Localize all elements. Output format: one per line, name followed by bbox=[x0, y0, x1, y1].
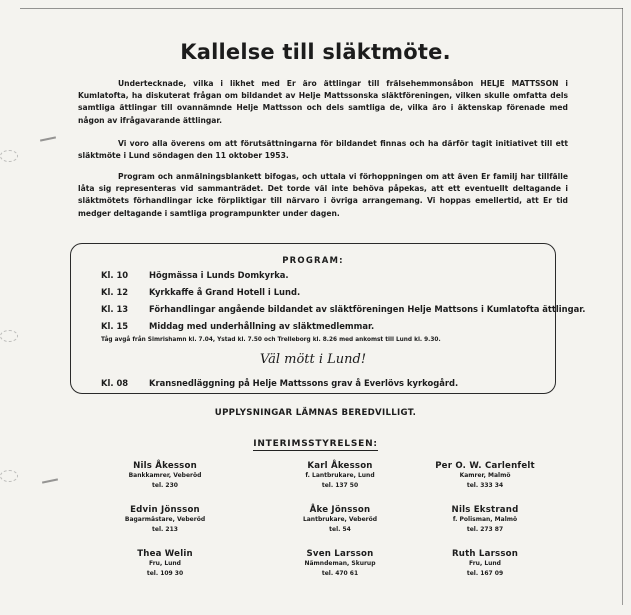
member-title: Bankkamrer, Veberöd bbox=[128, 472, 202, 479]
paragraph-meeting: Vi voro alla överens om att förutsättningarna för bildandet finnas och ha därför tagit initiativet till ett släktmöte i Lund söndagen den 11 oktober 1953. bbox=[78, 139, 568, 161]
program-time: Kl. 13 bbox=[101, 304, 129, 314]
member-name: Per O. W. Carlenfelt bbox=[435, 461, 535, 471]
program-time: Kl. 08 bbox=[101, 378, 129, 388]
punch-hole bbox=[0, 470, 18, 482]
program-heading: PROGRAM: bbox=[282, 256, 344, 266]
member-phone: tel. 470 61 bbox=[321, 569, 359, 577]
member-phone: tel. 213 bbox=[152, 525, 178, 533]
member-title: Fru, Lund bbox=[469, 560, 501, 567]
member-title: Fru, Lund bbox=[149, 560, 181, 567]
program-text: Förhandlingar angående bildandet av släktföreningen Helje Mattsons i Kumlatofta ättlingar. bbox=[149, 304, 586, 314]
board-member bbox=[90, 549, 240, 578]
member-title: Nämndeman, Skurup bbox=[304, 560, 376, 567]
program-item bbox=[101, 378, 458, 388]
program-time: Kl. 12 bbox=[101, 287, 129, 297]
board-member bbox=[265, 461, 415, 490]
program-item bbox=[101, 321, 374, 331]
member-name: Edvin Jönsson bbox=[130, 505, 200, 515]
member-name: Åke Jönsson bbox=[309, 505, 371, 515]
member-title: Kamrer, Malmö bbox=[459, 472, 511, 479]
train-schedule-note: Tåg avgå från Simrishamn kl. 7.04, Ystad kl. 7.50 och Trelleborg kl. 8.26 med ankomst till Lund kl. 9.30. bbox=[101, 337, 441, 343]
program-text: Middag med underhållning av släktmedlemmar. bbox=[149, 321, 375, 331]
member-title: f. Lantbrukare, Lund bbox=[305, 472, 375, 479]
member-phone: tel. 109 30 bbox=[146, 569, 184, 577]
pen-mark bbox=[42, 478, 58, 483]
paragraph-intro: Undertecknade, vilka i likhet med Er äro ättlingar till frälsehemmonsåbon HELJE MATTSSON i Kumlatofta, ha diskuterat frågan om bildandet av Helje Mattssonska släktföreningen, vilken skulle omfatta dels samtliga ättlingar till ovannämnde Helje Mattsson och dels samtliga de, vilka äro i äktenskap förenade med någon av ifrågavarande ättlingar. bbox=[78, 79, 568, 125]
member-phone: tel. 54 bbox=[329, 525, 351, 533]
board-member bbox=[265, 549, 415, 578]
board-heading bbox=[0, 431, 631, 450]
punch-hole bbox=[0, 330, 18, 342]
program-text: Kyrkkaffe å Grand Hotell i Lund. bbox=[149, 287, 301, 297]
program-box bbox=[70, 243, 586, 394]
member-name: Ruth Larsson bbox=[451, 549, 519, 559]
letter-title: Kallelse till släktmöte. bbox=[180, 40, 451, 64]
program-time: Kl. 10 bbox=[101, 270, 129, 280]
member-name: Karl Åkesson bbox=[307, 461, 373, 471]
member-phone: tel. 273 87 bbox=[466, 525, 504, 533]
program-text: Kransnedläggning på Helje Mattssons grav å Everlövs kyrkogård. bbox=[149, 378, 459, 388]
page-border-right bbox=[622, 8, 623, 605]
member-phone: tel. 333 34 bbox=[466, 481, 504, 489]
paragraph-invitation: Program och anmälningsblankett bifogas, och uttala vi förhoppningen om att även Er familj har tillfälle låta sig representeras vid sammanträdet. Det torde väl inte behöva påpekas, att ett eventuellt deltagande i släktmötets förhandlingar icke förpliktigar till närvaro i övriga arrangemang. Vi hoppas emellertid, att Er tid medger deltagande i samtliga programpunkter under dagen. bbox=[78, 172, 568, 218]
member-name: Nils Åkesson bbox=[133, 461, 197, 471]
member-name: Sven Larsson bbox=[306, 549, 374, 559]
program-item bbox=[101, 287, 300, 297]
page-border-top bbox=[20, 8, 623, 9]
member-name: Nils Ekstrand bbox=[451, 505, 519, 515]
pen-mark bbox=[40, 136, 56, 141]
board-member bbox=[90, 461, 240, 490]
member-phone: tel. 230 bbox=[152, 481, 178, 489]
member-title: f. Polisman, Malmö bbox=[452, 516, 518, 523]
board-member bbox=[410, 505, 560, 534]
program-item bbox=[101, 270, 289, 280]
board-member bbox=[410, 549, 560, 578]
member-phone: tel. 167 09 bbox=[466, 569, 504, 577]
member-name: Thea Welin bbox=[137, 549, 193, 559]
member-phone: tel. 137 50 bbox=[321, 481, 359, 489]
program-item bbox=[101, 304, 585, 314]
board-member bbox=[90, 505, 240, 534]
information-note: UPPLYSNINGAR LÄMNAS BEREDVILLIGT. bbox=[214, 408, 417, 418]
punch-hole bbox=[0, 150, 18, 162]
member-title: Bagarmästare, Veberöd bbox=[124, 516, 206, 523]
member-title: Lantbrukare, Veberöd bbox=[302, 516, 378, 523]
program-time: Kl. 15 bbox=[101, 321, 129, 331]
greeting-script: Väl mött i Lund! bbox=[259, 352, 367, 367]
program-text: Högmässa i Lunds Domkyrka. bbox=[149, 270, 289, 280]
board-heading-text: INTERIMSSTYRELSEN: bbox=[253, 439, 378, 449]
board-member bbox=[265, 505, 415, 534]
board-member bbox=[410, 461, 560, 490]
